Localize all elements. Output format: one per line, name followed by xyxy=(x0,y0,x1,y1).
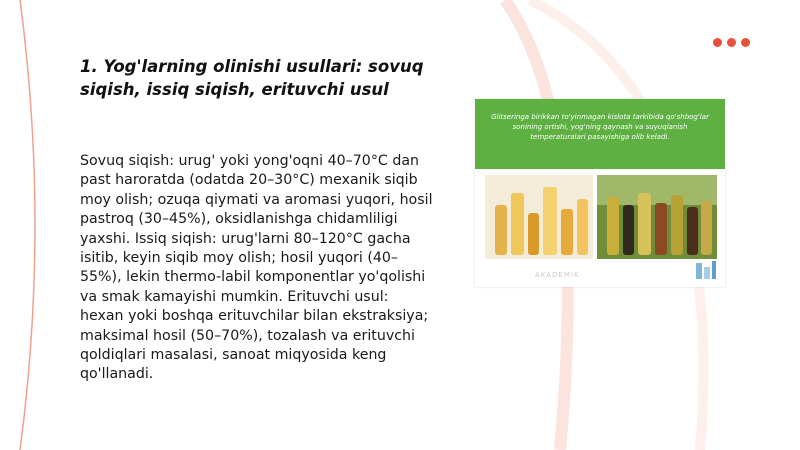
dots-icon xyxy=(713,38,750,47)
logo-icon xyxy=(693,259,719,283)
dot xyxy=(741,38,750,47)
slide-body: Sovuq siqish: urug' yoki yong'oqni 40–70°C dan past haroratda (odatda 20–30°C) mexanik siqib moy olish; ozuqa qiymati va aromasi yuqori, hosil pastroq (30–45%), oksidlanishga chidamliligi yaxshi. Issiq siqish: urug'larni 80–120°C gacha isitib, keyin siqib moy olish; hosil yuqori (40–55%), lekin thermo-labil komponentlar yo'qolishi va smak kamayishi mumkin. Erituvchi usul: hexan yoki boshqa erituvchilar bilan ekstraksiya; maksimal hosil (50–70%), tozalash va erituvchi qoldiqlari masalasi, sanoat miqyosida keng qo'llanadi. xyxy=(80,153,433,383)
slide-title: 1. Yog'larning olinishi usullari: sovuq siqish, issiq siqish, erituvchi usul xyxy=(80,57,424,99)
dot xyxy=(713,38,722,47)
figure-footer: AKADEMIK xyxy=(535,271,580,279)
dot xyxy=(727,38,736,47)
oil-bottles-photo xyxy=(485,175,717,259)
figure-caption: Glitseringa birikkan to'yinmagan kislota tarkibida qo'shbog'lar sonining ortishi, yog'ning qaynash va suyuqlanish temperaturalari pasayishiga olib keladi. xyxy=(475,99,725,169)
oil-figure xyxy=(475,99,725,287)
